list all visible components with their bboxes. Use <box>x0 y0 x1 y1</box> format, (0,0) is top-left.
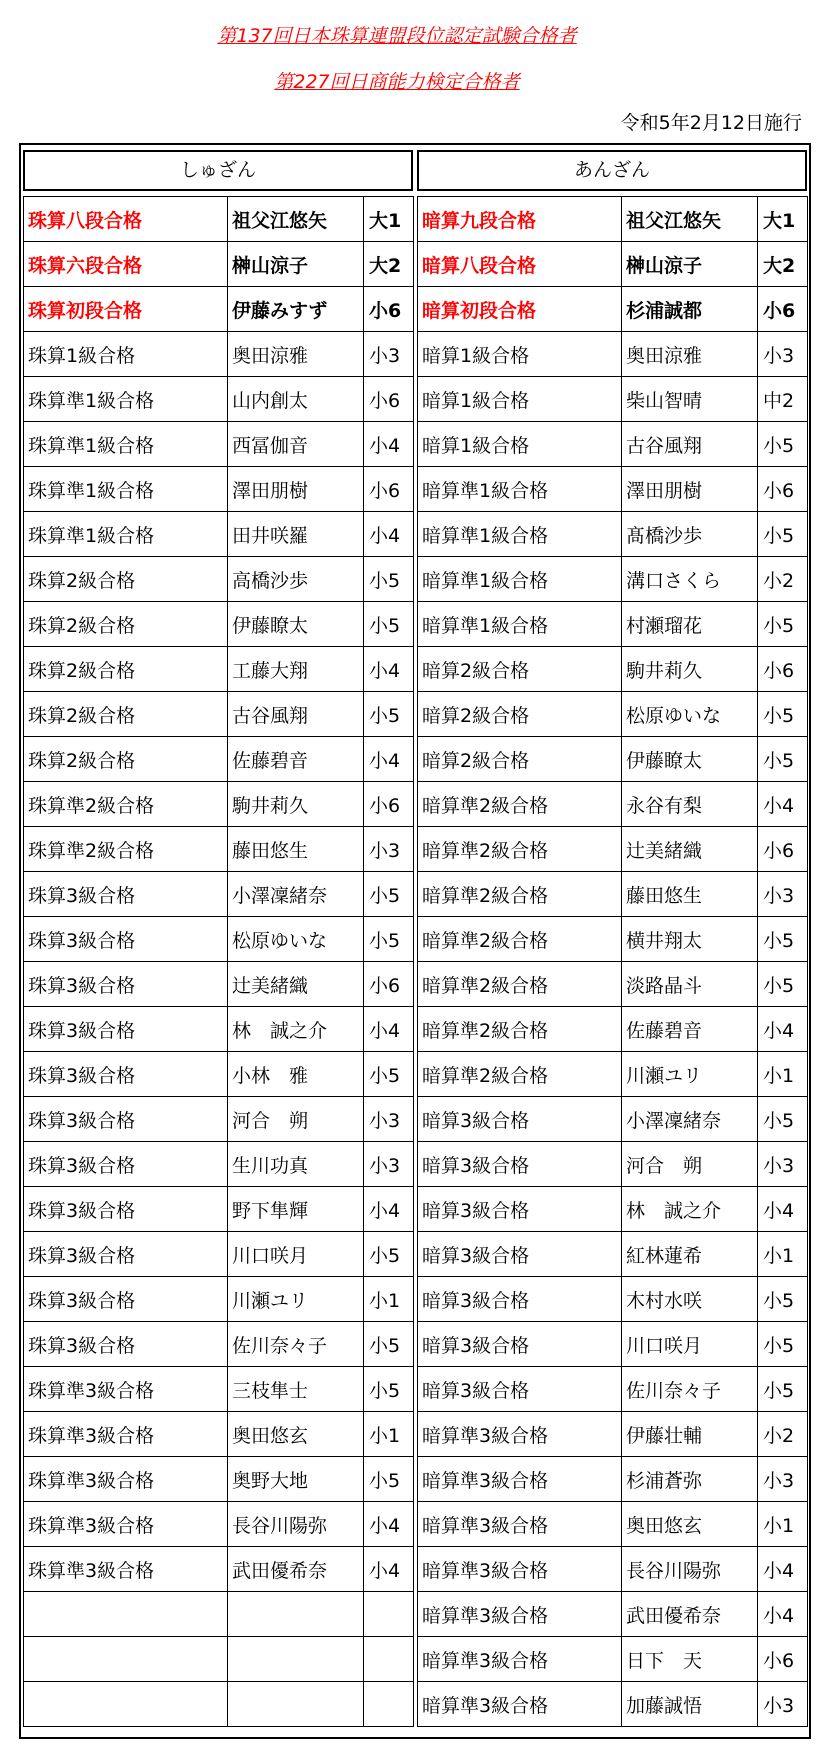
name-cell: 横井翔太 <box>622 917 758 962</box>
name-cell: 澤田朋樹 <box>622 467 758 512</box>
grade-cell: 珠算初段合格 <box>24 287 228 332</box>
table-row <box>24 602 414 647</box>
table-row <box>418 692 808 737</box>
name-cell: 紅林蓮希 <box>622 1232 758 1277</box>
grade-cell: 珠算準1級合格 <box>24 467 228 512</box>
grade-cell: 珠算3級合格 <box>24 1007 228 1052</box>
name-cell: 澤田朋樹 <box>228 467 364 512</box>
year-cell: 小4 <box>364 1187 414 1232</box>
name-cell: 辻美緒織 <box>622 827 758 872</box>
table-row <box>24 917 414 962</box>
table-row <box>418 422 808 467</box>
name-cell: 杉浦蒼弥 <box>622 1457 758 1502</box>
year-cell: 小6 <box>364 782 414 827</box>
year-cell: 大1 <box>364 197 414 242</box>
grade-cell: 珠算3級合格 <box>24 1232 228 1277</box>
grade-cell: 暗算2級合格 <box>418 692 622 737</box>
grade-cell: 暗算準3級合格 <box>418 1412 622 1457</box>
table-row <box>418 782 808 827</box>
grade-cell: 暗算準3級合格 <box>418 1457 622 1502</box>
year-cell: 小5 <box>364 602 414 647</box>
grade-cell: 珠算準2級合格 <box>24 782 228 827</box>
year-cell: 小5 <box>364 872 414 917</box>
name-cell: 伊藤瞭太 <box>622 737 758 782</box>
table-row <box>418 917 808 962</box>
name-cell: 加藤誠悟 <box>622 1682 758 1727</box>
name-cell: 祖父江悠矢 <box>228 197 364 242</box>
grade-cell: 暗算九段合格 <box>418 197 622 242</box>
year-cell: 小5 <box>758 917 808 962</box>
name-cell: 古谷風翔 <box>228 692 364 737</box>
name-cell: 佐川奈々子 <box>228 1322 364 1367</box>
table-row <box>24 872 414 917</box>
name-cell: 伊藤壮輔 <box>622 1412 758 1457</box>
year-cell: 小6 <box>364 467 414 512</box>
name-cell: 辻美緒織 <box>228 962 364 1007</box>
year-cell: 小4 <box>364 422 414 467</box>
table-row <box>24 827 414 872</box>
table-row <box>24 1007 414 1052</box>
name-cell: 野下隼輝 <box>228 1187 364 1232</box>
year-cell: 小1 <box>758 1232 808 1277</box>
name-cell: 奥野大地 <box>228 1457 364 1502</box>
year-cell: 小5 <box>364 917 414 962</box>
table-row <box>24 1547 414 1592</box>
name-cell: 小澤凜緒奈 <box>622 1097 758 1142</box>
grade-cell: 珠算六段合格 <box>24 242 228 287</box>
year-cell: 小5 <box>758 1322 808 1367</box>
name-cell <box>228 1592 364 1637</box>
table-row <box>418 242 808 287</box>
name-cell: 西冨伽音 <box>228 422 364 467</box>
grade-cell: 暗算準3級合格 <box>418 1547 622 1592</box>
grade-cell: 暗算準3級合格 <box>418 1637 622 1682</box>
table-row <box>24 647 414 692</box>
name-cell: 柴山智晴 <box>622 377 758 422</box>
table-row <box>418 827 808 872</box>
name-cell: 林 誠之介 <box>228 1007 364 1052</box>
grade-cell: 珠算2級合格 <box>24 692 228 737</box>
table-row <box>24 422 414 467</box>
table-row <box>24 287 414 332</box>
table-row <box>24 1142 414 1187</box>
year-cell: 小3 <box>758 1457 808 1502</box>
name-cell: 小澤凜緒奈 <box>228 872 364 917</box>
year-cell: 小5 <box>364 1052 414 1097</box>
name-cell: 村瀬瑠花 <box>622 602 758 647</box>
year-cell: 小5 <box>364 692 414 737</box>
table-row <box>24 377 414 422</box>
table-row <box>418 647 808 692</box>
table-row <box>24 242 414 287</box>
name-cell: 高橋沙歩 <box>228 557 364 602</box>
year-cell: 大1 <box>758 197 808 242</box>
year-cell: 小1 <box>758 1502 808 1547</box>
table-row <box>418 467 808 512</box>
table-row <box>418 1052 808 1097</box>
year-cell: 大2 <box>364 242 414 287</box>
table-row <box>24 1637 414 1682</box>
grade-cell: 珠算準3級合格 <box>24 1547 228 1592</box>
table-row <box>418 1547 808 1592</box>
name-cell: 淡路晶斗 <box>622 962 758 1007</box>
year-cell: 大2 <box>758 242 808 287</box>
year-cell: 小6 <box>758 827 808 872</box>
name-cell: 生川功真 <box>228 1142 364 1187</box>
grade-cell <box>24 1637 228 1682</box>
grade-cell: 珠算準3級合格 <box>24 1502 228 1547</box>
name-cell: 佐藤碧音 <box>622 1007 758 1052</box>
name-cell: 川口咲月 <box>622 1322 758 1367</box>
year-cell: 小1 <box>364 1277 414 1322</box>
grade-cell: 暗算準1級合格 <box>418 512 622 557</box>
grade-cell: 暗算3級合格 <box>418 1142 622 1187</box>
year-cell: 小2 <box>758 1412 808 1457</box>
name-cell: 武田優希奈 <box>622 1592 758 1637</box>
year-cell: 小6 <box>758 647 808 692</box>
table-row <box>24 1457 414 1502</box>
year-cell: 小5 <box>758 602 808 647</box>
year-cell: 小4 <box>364 512 414 557</box>
name-cell <box>228 1682 364 1727</box>
year-cell <box>364 1637 414 1682</box>
year-cell: 小3 <box>758 1142 808 1187</box>
year-cell: 小6 <box>364 377 414 422</box>
year-cell: 小5 <box>364 1232 414 1277</box>
grade-cell: 珠算3級合格 <box>24 1277 228 1322</box>
page-subtitle: 第227回日商能力検定合格者 <box>274 71 520 93</box>
grade-cell <box>24 1682 228 1727</box>
name-cell: 工藤大翔 <box>228 647 364 692</box>
year-cell: 小5 <box>364 1322 414 1367</box>
year-cell: 小3 <box>758 872 808 917</box>
name-cell: 祖父江悠矢 <box>622 197 758 242</box>
year-cell: 小1 <box>364 1412 414 1457</box>
name-cell: 河合 朔 <box>228 1097 364 1142</box>
table-row <box>418 1682 808 1727</box>
table-row <box>418 737 808 782</box>
grade-cell: 暗算1級合格 <box>418 422 622 467</box>
exam-date: 令和5年2月12日施行 <box>620 112 802 134</box>
grade-cell: 暗算準2級合格 <box>418 962 622 1007</box>
grade-cell: 珠算準3級合格 <box>24 1457 228 1502</box>
table-row <box>418 1097 808 1142</box>
anzan-header: あんざん <box>417 150 807 191</box>
year-cell: 小5 <box>758 1367 808 1412</box>
name-cell: 長谷川陽弥 <box>622 1547 758 1592</box>
name-cell: 田井咲羅 <box>228 512 364 557</box>
table-row <box>418 197 808 242</box>
year-cell: 小5 <box>758 692 808 737</box>
grade-cell: 暗算3級合格 <box>418 1367 622 1412</box>
grade-cell: 珠算3級合格 <box>24 917 228 962</box>
table-row <box>418 287 808 332</box>
grade-cell: 暗算3級合格 <box>418 1187 622 1232</box>
year-cell: 小5 <box>758 962 808 1007</box>
name-cell: 山内創太 <box>228 377 364 422</box>
grade-cell: 珠算3級合格 <box>24 872 228 917</box>
name-cell: 川瀬ユリ <box>228 1277 364 1322</box>
name-cell: 駒井莉久 <box>228 782 364 827</box>
grade-cell <box>24 1592 228 1637</box>
table-row <box>24 197 414 242</box>
table-row <box>24 692 414 737</box>
year-cell: 小2 <box>758 557 808 602</box>
grade-cell: 暗算1級合格 <box>418 377 622 422</box>
grade-cell: 珠算準1級合格 <box>24 422 228 467</box>
grade-cell: 珠算3級合格 <box>24 1142 228 1187</box>
name-cell: 榊山涼子 <box>228 242 364 287</box>
grade-cell: 暗算準3級合格 <box>418 1592 622 1637</box>
name-cell: 伊藤みすず <box>228 287 364 332</box>
year-cell: 中2 <box>758 377 808 422</box>
grade-cell: 暗算準2級合格 <box>418 782 622 827</box>
year-cell: 小4 <box>758 782 808 827</box>
name-cell: 河合 朔 <box>622 1142 758 1187</box>
table-row <box>24 1232 414 1277</box>
year-cell: 小1 <box>758 1052 808 1097</box>
year-cell: 小3 <box>758 332 808 377</box>
name-cell: 奥田悠玄 <box>228 1412 364 1457</box>
name-cell: 松原ゆいな <box>228 917 364 962</box>
year-cell: 小3 <box>364 1097 414 1142</box>
year-cell: 小5 <box>364 1457 414 1502</box>
grade-cell: 珠算2級合格 <box>24 557 228 602</box>
year-cell: 小4 <box>758 1007 808 1052</box>
year-cell: 小6 <box>364 962 414 1007</box>
table-row <box>418 1412 808 1457</box>
table-row <box>24 467 414 512</box>
name-cell: 松原ゆいな <box>622 692 758 737</box>
table-row <box>24 1682 414 1727</box>
table-row <box>24 1502 414 1547</box>
table-row <box>418 1637 808 1682</box>
name-cell: 永谷有梨 <box>622 782 758 827</box>
year-cell: 小3 <box>364 332 414 377</box>
name-cell: 川口咲月 <box>228 1232 364 1277</box>
year-cell: 小5 <box>758 1097 808 1142</box>
name-cell: 木村水咲 <box>622 1277 758 1322</box>
name-cell <box>228 1637 364 1682</box>
name-cell: 伊藤瞭太 <box>228 602 364 647</box>
year-cell: 小4 <box>758 1547 808 1592</box>
grade-cell: 暗算準2級合格 <box>418 917 622 962</box>
table-row <box>24 1097 414 1142</box>
grade-cell: 珠算八段合格 <box>24 197 228 242</box>
grade-cell: 暗算3級合格 <box>418 1097 622 1142</box>
year-cell: 小5 <box>364 557 414 602</box>
table-row <box>418 962 808 1007</box>
name-cell: 駒井莉久 <box>622 647 758 692</box>
soroban-results-table <box>23 196 414 1727</box>
grade-cell: 暗算準3級合格 <box>418 1682 622 1727</box>
table-row <box>418 1367 808 1412</box>
table-row <box>24 557 414 602</box>
year-cell: 小5 <box>758 737 808 782</box>
name-cell: 三枝隼士 <box>228 1367 364 1412</box>
grade-cell: 珠算3級合格 <box>24 1097 228 1142</box>
grade-cell: 暗算2級合格 <box>418 647 622 692</box>
year-cell: 小6 <box>758 467 808 512</box>
grade-cell: 暗算準2級合格 <box>418 1052 622 1097</box>
year-cell: 小6 <box>364 287 414 332</box>
year-cell: 小5 <box>758 512 808 557</box>
year-cell: 小4 <box>758 1592 808 1637</box>
table-row <box>24 1322 414 1367</box>
page-title: 第137回日本珠算連盟段位認定試験合格者 <box>217 25 577 47</box>
name-cell: 奥田涼雅 <box>228 332 364 377</box>
year-cell: 小5 <box>758 422 808 467</box>
name-cell: 溝口さくら <box>622 557 758 602</box>
year-cell: 小4 <box>364 647 414 692</box>
grade-cell: 暗算3級合格 <box>418 1232 622 1277</box>
table-row <box>418 1187 808 1232</box>
name-cell: 佐藤碧音 <box>228 737 364 782</box>
grade-cell: 暗算1級合格 <box>418 332 622 377</box>
name-cell: 日下 天 <box>622 1637 758 1682</box>
name-cell: 川瀬ユリ <box>622 1052 758 1097</box>
grade-cell: 暗算2級合格 <box>418 737 622 782</box>
grade-cell: 珠算準3級合格 <box>24 1412 228 1457</box>
table-row <box>418 332 808 377</box>
year-cell: 小5 <box>758 1277 808 1322</box>
grade-cell: 暗算準2級合格 <box>418 827 622 872</box>
name-cell: 武田優希奈 <box>228 1547 364 1592</box>
table-row <box>418 602 808 647</box>
table-row <box>418 1232 808 1277</box>
grade-cell: 暗算初段合格 <box>418 287 622 332</box>
grade-cell: 珠算3級合格 <box>24 962 228 1007</box>
grade-cell: 暗算準2級合格 <box>418 872 622 917</box>
year-cell: 小4 <box>364 1502 414 1547</box>
name-cell: 長谷川陽弥 <box>228 1502 364 1547</box>
name-cell: 奥田悠玄 <box>622 1502 758 1547</box>
year-cell: 小4 <box>364 1547 414 1592</box>
year-cell: 小5 <box>364 1367 414 1412</box>
year-cell: 小3 <box>364 827 414 872</box>
table-row <box>24 332 414 377</box>
grade-cell: 暗算八段合格 <box>418 242 622 287</box>
anzan-results-table <box>417 196 808 1727</box>
name-cell: 古谷風翔 <box>622 422 758 467</box>
grade-cell: 珠算準1級合格 <box>24 512 228 557</box>
table-row <box>418 872 808 917</box>
table-row <box>418 1502 808 1547</box>
grade-cell: 珠算準1級合格 <box>24 377 228 422</box>
table-row <box>418 1007 808 1052</box>
grade-cell: 珠算3級合格 <box>24 1052 228 1097</box>
table-row <box>24 737 414 782</box>
grade-cell: 珠算準2級合格 <box>24 827 228 872</box>
grade-cell: 珠算2級合格 <box>24 647 228 692</box>
grade-cell: 暗算3級合格 <box>418 1322 622 1367</box>
year-cell: 小6 <box>758 1637 808 1682</box>
year-cell: 小3 <box>758 1682 808 1727</box>
name-cell: 藤田悠生 <box>228 827 364 872</box>
grade-cell: 珠算3級合格 <box>24 1322 228 1367</box>
name-cell: 髙橋沙歩 <box>622 512 758 557</box>
grade-cell: 暗算準3級合格 <box>418 1502 622 1547</box>
grade-cell: 珠算1級合格 <box>24 332 228 377</box>
table-row <box>418 377 808 422</box>
grade-cell: 暗算3級合格 <box>418 1277 622 1322</box>
table-row <box>24 1592 414 1637</box>
grade-cell: 珠算準3級合格 <box>24 1367 228 1412</box>
table-row <box>418 1592 808 1637</box>
table-row <box>418 1457 808 1502</box>
name-cell: 奥田涼雅 <box>622 332 758 377</box>
table-row <box>418 557 808 602</box>
name-cell: 林 誠之介 <box>622 1187 758 1232</box>
table-row <box>24 1367 414 1412</box>
table-row <box>418 1277 808 1322</box>
soroban-header: しゅざん <box>23 150 413 191</box>
year-cell: 小6 <box>758 287 808 332</box>
grade-cell: 暗算準2級合格 <box>418 1007 622 1052</box>
name-cell: 佐川奈々子 <box>622 1367 758 1412</box>
table-row <box>418 1142 808 1187</box>
year-cell: 小4 <box>364 1007 414 1052</box>
grade-cell: 暗算準1級合格 <box>418 557 622 602</box>
year-cell <box>364 1682 414 1727</box>
table-row <box>24 1277 414 1322</box>
table-row <box>24 962 414 1007</box>
name-cell: 小林 雅 <box>228 1052 364 1097</box>
name-cell: 杉浦誠都 <box>622 287 758 332</box>
table-row <box>24 782 414 827</box>
table-row <box>24 512 414 557</box>
year-cell: 小4 <box>758 1187 808 1232</box>
year-cell: 小4 <box>364 737 414 782</box>
table-row <box>24 1412 414 1457</box>
name-cell: 藤田悠生 <box>622 872 758 917</box>
table-row <box>24 1187 414 1232</box>
table-row <box>418 512 808 557</box>
grade-cell: 暗算準1級合格 <box>418 602 622 647</box>
name-cell: 榊山涼子 <box>622 242 758 287</box>
grade-cell: 暗算準1級合格 <box>418 467 622 512</box>
grade-cell: 珠算3級合格 <box>24 1187 228 1232</box>
grade-cell: 珠算2級合格 <box>24 602 228 647</box>
table-row <box>418 1322 808 1367</box>
year-cell: 小3 <box>364 1142 414 1187</box>
table-row <box>24 1052 414 1097</box>
year-cell <box>364 1592 414 1637</box>
grade-cell: 珠算2級合格 <box>24 737 228 782</box>
